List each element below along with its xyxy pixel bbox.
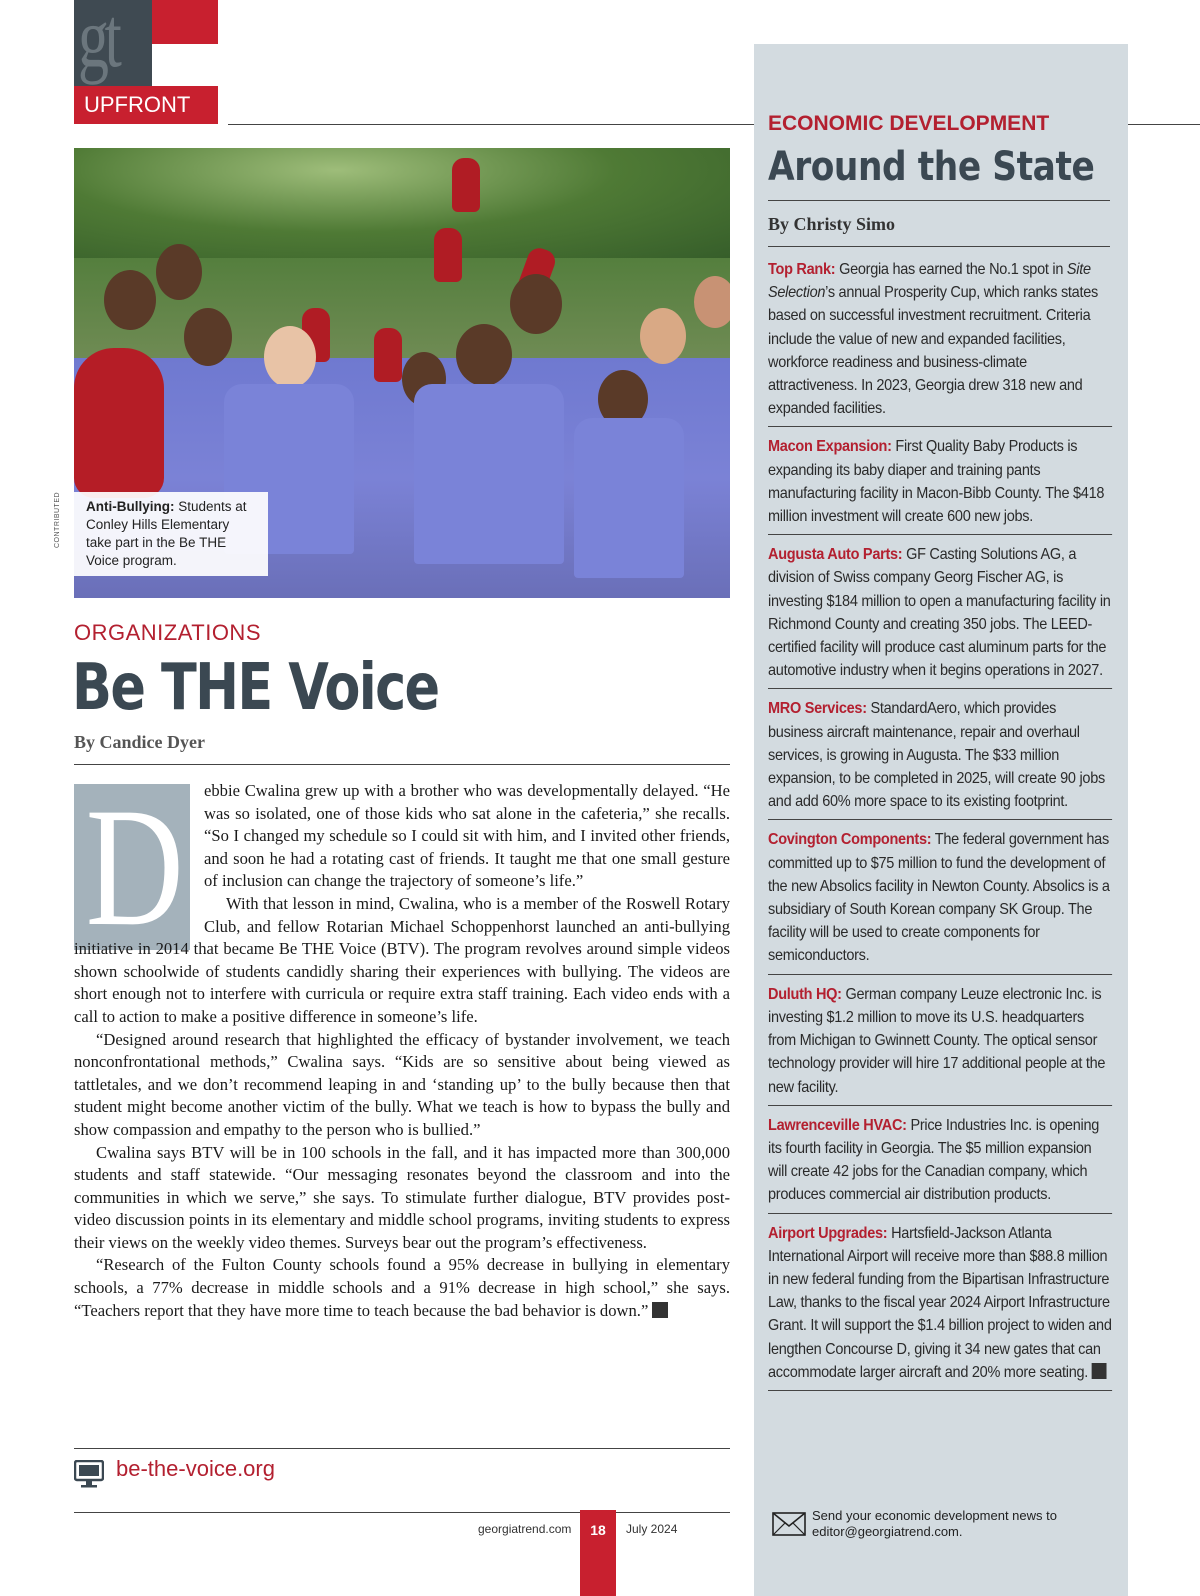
submission-line: Send your economic development news to	[812, 1508, 1057, 1523]
divider	[74, 1512, 730, 1513]
sidebar-kicker: ECONOMIC DEVELOPMENT	[768, 112, 1050, 135]
news-item-text: First Quality Baby Products is expanding its baby diaper and training pants manufacturing facility in Macon-Bibb County. The $418 million investment will create 600 new jobs.	[768, 438, 1105, 526]
news-item-lead: Lawrenceville HVAC:	[768, 1116, 907, 1134]
section-label: UPFRONT	[74, 86, 218, 124]
news-item-text: The federal government has committed up to $75 million to fund the development of the new Absolics facility in Newton County. Absolics is a subsidiary of South Korean company SK Group. The facility will be used to create components for semiconductors.	[768, 831, 1110, 965]
envelope-icon	[772, 1512, 806, 1536]
footer-date: July 2024	[626, 1522, 678, 1536]
photo-caption	[74, 492, 268, 576]
news-item-lead: Covington Components:	[768, 831, 932, 849]
caption-text: Students at Conley Hills Elementary take part in the Be THE Voice program.	[86, 499, 247, 568]
news-item	[768, 983, 1112, 1106]
sidebar-byline: By Christy Simo	[768, 214, 896, 234]
monitor-icon	[74, 1460, 104, 1488]
news-item-lead: Augusta Auto Parts:	[768, 546, 903, 564]
sidebar-title: Around the State	[768, 144, 1095, 190]
submission-email[interactable]: editor@georgiatrend.com.	[812, 1524, 963, 1539]
logo-accent	[152, 0, 218, 44]
drop-cap-letter: D	[85, 773, 184, 961]
news-item-italic: Site Selection	[768, 261, 1091, 302]
photo-credit: CONTRIBUTED	[54, 491, 61, 548]
divider	[74, 764, 730, 765]
article-headline: Be THE Voice	[72, 651, 439, 725]
news-item-text: Hartsfield-Jackson Atlanta International Airport will receive more than $88.8 million in new federal funding from the Bipartisan Infrastructure Law, thanks to the fiscal year 2024 Airport Infrastructure Grant. It will support the $1.4 billion project to widen and lengthen Concourse D, giving it 34 new gates that can accommodate larger aircraft and 20% more seating.	[768, 1224, 1112, 1381]
paragraph: Cwalina says BTV will be in 100 schools in the fall, and it has impacted more than 300,000 students and staff statewide. “Our messaging resonates beyond the classroom and into the communities in which we serve,” she says. To stimulate further dialogue, BTV provides post-video discussion points in its elementary and middle school programs, inviting students to express their views on the weekly video themes. Surveys bear out the program’s effectiveness.	[74, 1142, 730, 1252]
news-item-text: StandardAero, which provides business aircraft maintenance, repair and overhaul services, is growing in Augusta. The $33 million expansion, to be completed in 2025, will create 90 jobs and add 60% more space to its existing footprint.	[768, 700, 1105, 811]
news-item-text: ’s annual Prosperity Cup, which ranks states based on successful investment recruitment. Criteria include the value of new and expanded facilities, workforce readiness and business-climate attractiveness. In 2023, Georgia drew 318 new and expanded facilities.	[768, 284, 1098, 418]
paragraph: With that lesson in mind, Cwalina, who is a member of the Roswell Rotary Club, and fellow Rotarian Michael Schoppenhorst launched an anti-bullying initiative in 2014 that became Be THE Voice (BTV). The program revolves around simple videos shown schoolwide of students candidly sharing their experiences with bullying. The videos are short enough not to interfere with curricula or require extra staff training. Each video ends with a call to action to make a positive difference in someone’s life.	[74, 893, 730, 1026]
news-item	[768, 1114, 1112, 1214]
news-item-text: German company Leuze electronic Inc. is investing $1.2 million to move its U.S. headquarters from Michigan to Gwinnett County. The optical sensor technology provider will hire 17 additional people at the new facility.	[768, 985, 1106, 1096]
sidebar-news-list	[768, 258, 1112, 1399]
news-item	[768, 697, 1112, 820]
news-item-text: GF Casting Solutions AG, a division of Swiss company Georg Fischer AG, is investing $184 million to open a manufacturing facility in Richmond County and creating 350 jobs. The LEED-certified facility will produce cast aluminum parts for the automotive industry when it begins operations in 2027.	[768, 546, 1111, 680]
logo-text: gt	[78, 0, 118, 85]
paragraph	[74, 1254, 730, 1322]
news-item-lead: Top Rank:	[768, 261, 836, 278]
news-item	[768, 1222, 1112, 1391]
news-item-lead: Airport Upgrades:	[768, 1224, 888, 1242]
divider	[768, 246, 1110, 247]
divider	[1128, 124, 1200, 125]
article-body	[74, 773, 730, 1322]
news-item	[768, 435, 1112, 535]
paragraph-text: “Research of the Fulton County schools found a 95% decrease in bullying in elementary schools, a 77% decrease in middle schools and a 91% decrease in high school,” she says. “Teachers report that they have more time to teach because the bad behavior is down.”	[74, 1255, 730, 1320]
caption-lead: Anti-Bullying:	[86, 499, 175, 514]
news-item-text: Price Industries Inc. is opening its fourth facility in Georgia. The $5 million expansion will create 42 jobs for the Canadian company, which produces commercial air distribution products.	[768, 1116, 1100, 1204]
article-byline: By Candice Dyer	[74, 732, 205, 752]
divider	[768, 200, 1110, 201]
news-item-lead: Macon Expansion:	[768, 438, 892, 456]
divider	[228, 124, 754, 125]
news-item	[768, 258, 1112, 427]
divider	[74, 1448, 730, 1449]
news-item-lead: MRO Services:	[768, 700, 867, 718]
page-number: 18	[580, 1510, 616, 1596]
article-kicker: ORGANIZATIONS	[74, 620, 261, 645]
news-item	[768, 543, 1112, 689]
news-item	[768, 828, 1112, 974]
website-link[interactable]: be-the-voice.org	[116, 1456, 275, 1481]
end-mark-icon	[652, 1302, 668, 1318]
end-mark-icon	[1092, 1363, 1107, 1379]
paragraph: ebbie Cwalina grew up with a brother who was developmentally delayed. “He was so isolated, one of those kids who sat alone in the cafeteria,” she recalls. “So I changed my schedule so I could sit with him, and I invited other friends, and soon he had a rotating cast of friends. It taught me that one small gesture of inclusion can change the trajectory of someone’s life.”	[204, 781, 730, 891]
footer-site: georgiatrend.com	[478, 1522, 572, 1536]
news-item-text: Georgia has earned the No.1 spot in	[835, 261, 1067, 278]
news-item-lead: Duluth HQ:	[768, 985, 842, 1003]
submission-note	[812, 1508, 1057, 1540]
paragraph: “Designed around research that highlighted the efficacy of bystander involvement, we teach nonconfrontational methods,” Cwalina says. “Kids are so sensitive about being viewed as tattletales, and we don’t recommend leaping in and ‘standing up’ to the bully because then that student might become another victim of the bully. What we teach is how to bypass the bully and show compassion and empathy to the person who is bullied.”	[74, 1029, 730, 1139]
